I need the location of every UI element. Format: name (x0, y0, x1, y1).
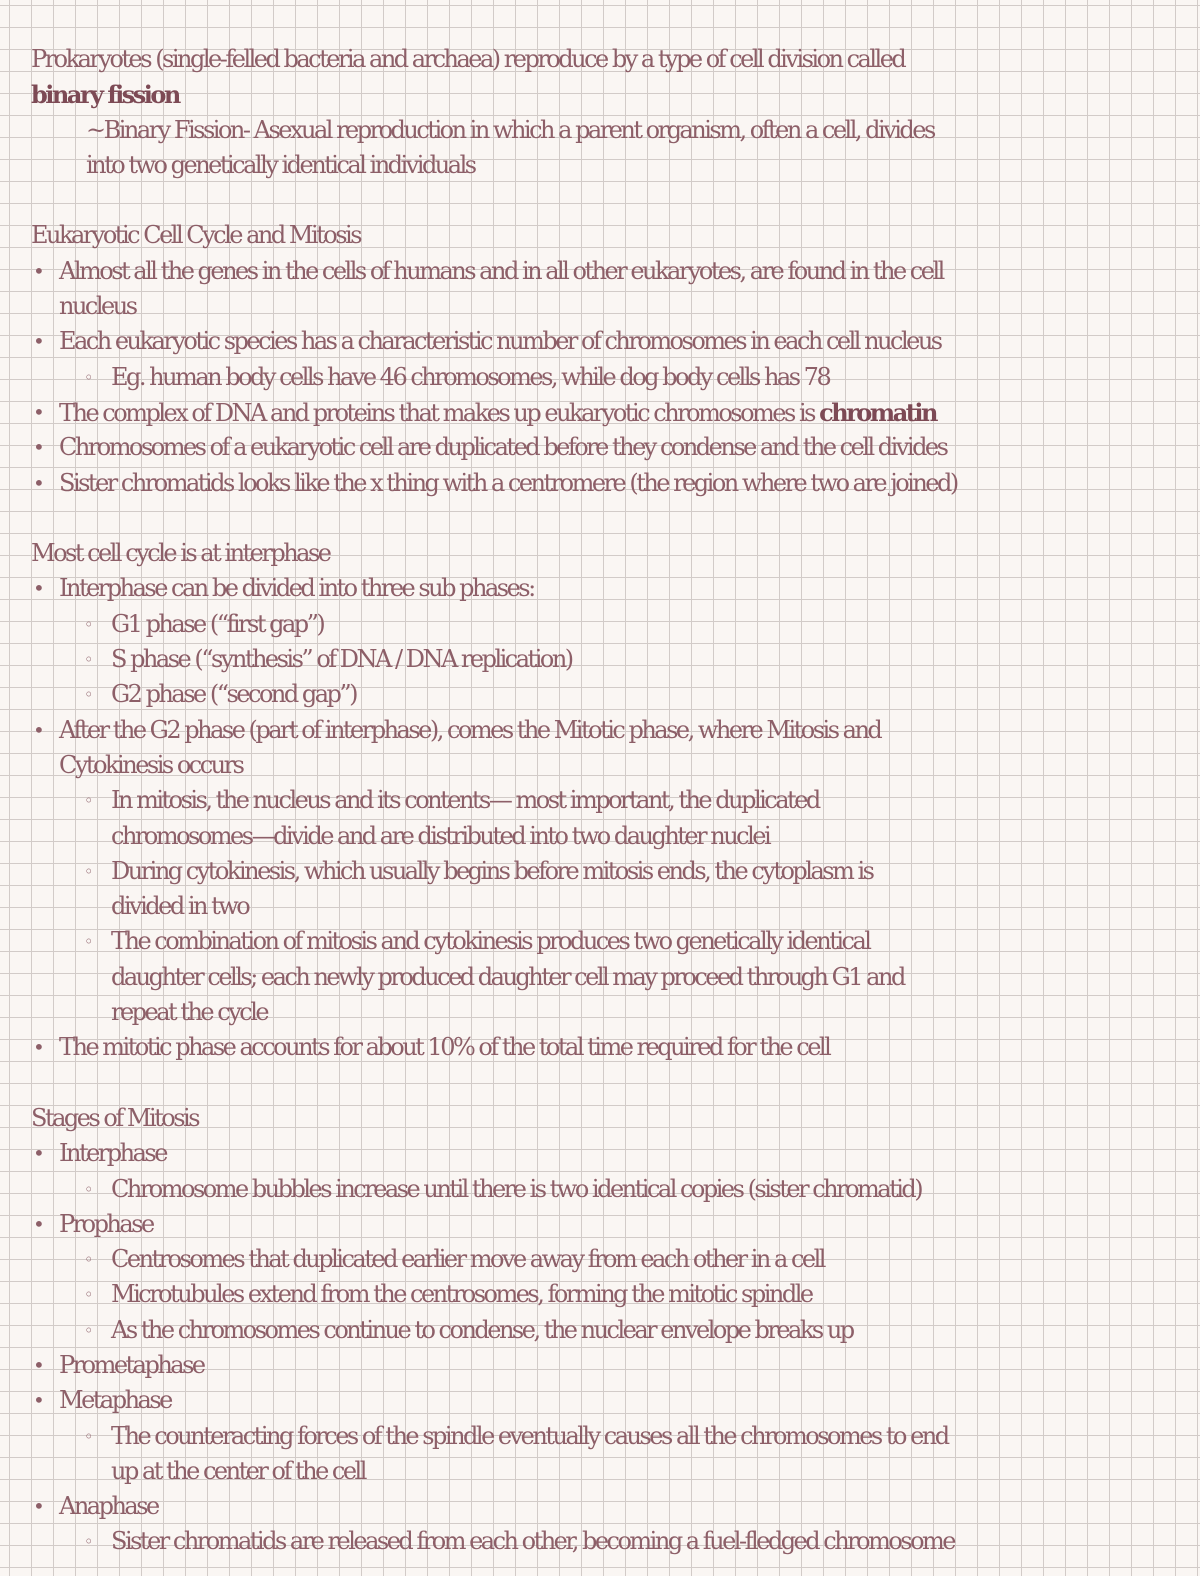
list-item-continuation: Cytokinesis occurs (59, 750, 243, 779)
chromatin-term: chromatin (819, 397, 936, 427)
bullet-icon: • (33, 1494, 43, 1519)
sub-list-item: ◦ G2 phase (“second gap”) (0, 677, 1200, 712)
list-item: • Metaphase (0, 1383, 1200, 1418)
section-heading: Stages of Mitosis (31, 1103, 199, 1132)
sub-list-item-continuation: repeat the cycle (111, 998, 268, 1027)
sub-list-item-continuation: divided in two (111, 892, 249, 921)
definition-line (0, 113, 1200, 148)
sub-list-item: ◦ The counteracting forces of the spindle eventually causes all the chromosomes to end (0, 1419, 1200, 1454)
bullet-icon: • (33, 717, 43, 742)
section-heading: Most cell cycle is at interphase (31, 539, 330, 568)
bullet-icon: • (33, 1352, 43, 1377)
intro-text: Prokaryotes (single-felled bacteria and archaea) reproduce by a type of cell division called (31, 45, 905, 73)
sub-bullet-icon: ◦ (84, 791, 91, 811)
blank-line (0, 501, 1200, 536)
sub-bullet-icon: ◦ (84, 367, 91, 387)
sub-list-item: ◦ Sister chromatids are released from each other, becoming a fuel-fledged chromosome (0, 1524, 1200, 1559)
bullet-icon: • (33, 1388, 43, 1413)
sub-bullet-icon: ◦ (84, 685, 91, 705)
bullet-icon: • (33, 435, 43, 460)
list-item: • Prophase (0, 1207, 1200, 1242)
bullet-icon: • (33, 470, 43, 495)
definition-text: ~Binary Fission- Asexual reproduction in which a parent organism, often a cell, divides (86, 115, 934, 144)
list-item-continuation: nucleus (59, 292, 136, 321)
definition-line (0, 148, 1200, 183)
section-heading: Eukaryotic Cell Cycle and Mitosis (31, 221, 361, 250)
sub-bullet-icon: ◦ (84, 1250, 91, 1270)
bullet-icon: • (33, 1141, 43, 1166)
bullet-icon: • (33, 399, 43, 424)
sub-list-item: ◦ Eg. human body cells have 46 chromosomes, while dog body cells has 78 (0, 360, 1200, 395)
intro-line (0, 77, 1200, 112)
list-item: • After the G2 phase (part of interphase), comes the Mitotic phase, where Mitosis and (0, 713, 1200, 748)
list-item: • The complex of DNA and proteins that makes up eukaryotic chromosomes is chromatin (0, 395, 1200, 430)
list-item: • Sister chromatids looks like the x thing with a centromere (the region where two are joined) (0, 466, 1200, 501)
sub-bullet-icon: ◦ (84, 1532, 91, 1552)
blank-line (0, 1066, 1200, 1101)
binary-fission-term: binary fission (31, 80, 179, 110)
sub-list-item: ◦ The combination of mitosis and cytokinesis produces two genetically identical (0, 924, 1200, 959)
list-item: • Interphase (0, 1136, 1200, 1171)
sub-list-item-continuation: chromosomes—divide and are distributed into two daughter nuclei (111, 821, 770, 850)
notes-page (0, 42, 1200, 1560)
sub-bullet-icon: ◦ (84, 1179, 91, 1199)
bullet-icon: • (33, 258, 43, 283)
list-item: • Prometaphase (0, 1348, 1200, 1383)
bullet-icon: • (33, 576, 43, 601)
sub-list-item: ◦ Centrosomes that duplicated earlier move away from each other in a cell (0, 1242, 1200, 1277)
sub-bullet-icon: ◦ (84, 1320, 91, 1340)
sub-bullet-icon: ◦ (84, 1426, 91, 1446)
sub-bullet-icon: ◦ (84, 1285, 91, 1305)
sub-bullet-icon: ◦ (84, 932, 91, 952)
list-item: • Interphase can be divided into three sub phases: (0, 571, 1200, 606)
sub-list-item-continuation: up at the center of the cell (111, 1456, 365, 1485)
blank-line (0, 183, 1200, 218)
list-item: • The mitotic phase accounts for about 10% of the total time required for the cell (0, 1030, 1200, 1065)
sub-list-item-continuation: daughter cells; each newly produced daughter cell may proceed through G1 and (111, 962, 904, 991)
sub-list-item: ◦ In mitosis, the nucleus and its contents— most important, the duplicated (0, 783, 1200, 818)
sub-list-item: ◦ During cytokinesis, which usually begins before mitosis ends, the cytoplasm is (0, 854, 1200, 889)
list-item: • Almost all the genes in the cells of humans and in all other eukaryotes, are found in the cell (0, 254, 1200, 289)
bullet-icon: • (33, 1035, 43, 1060)
bullet-icon: • (33, 1211, 43, 1236)
sub-list-item: ◦ G1 phase (“first gap”) (0, 607, 1200, 642)
list-item: • Each eukaryotic species has a characteristic number of chromosomes in each cell nucleus (0, 324, 1200, 359)
sub-list-item: ◦ Chromosome bubbles increase until there is two identical copies (sister chromatid) (0, 1172, 1200, 1207)
sub-list-item: ◦ S phase (“synthesis” of DNA / DNA replication) (0, 642, 1200, 677)
intro-line (0, 42, 1200, 77)
list-item: • Anaphase (0, 1489, 1200, 1524)
sub-bullet-icon: ◦ (84, 861, 91, 881)
list-item: • Chromosomes of a eukaryotic cell are duplicated before they condense and the cell divides (0, 430, 1200, 465)
bullet-icon: • (33, 329, 43, 354)
definition-text: into two genetically identical individuals (86, 150, 475, 179)
sub-bullet-icon: ◦ (84, 650, 91, 670)
sub-bullet-icon: ◦ (84, 614, 91, 634)
sub-list-item: ◦ Microtubules extend from the centrosomes, forming the mitotic spindle (0, 1277, 1200, 1312)
sub-list-item: ◦ As the chromosomes continue to condense, the nuclear envelope breaks up (0, 1313, 1200, 1348)
